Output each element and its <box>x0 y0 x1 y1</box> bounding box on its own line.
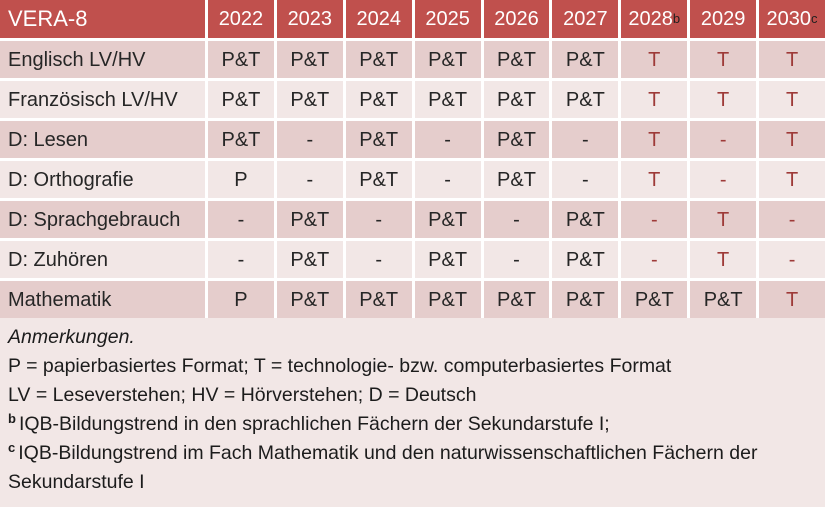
table-cell: P&T <box>552 281 618 318</box>
row-label: Französisch LV/HV <box>0 81 205 118</box>
note-line <box>8 352 816 381</box>
table-cell: P <box>208 281 274 318</box>
table-cell: P&T <box>346 281 412 318</box>
year-label: 2030 <box>766 8 812 30</box>
table-cell: - <box>759 201 825 238</box>
table-cell: - <box>346 201 412 238</box>
table-title: VERA-8 <box>8 6 88 31</box>
row-label: Mathematik <box>0 281 205 318</box>
year-header-2030: 2030 c <box>759 0 825 38</box>
note-line <box>8 323 816 352</box>
year-header-2024 <box>346 0 412 38</box>
year-label: 2023 <box>287 8 333 30</box>
table-cell: P&T <box>552 81 618 118</box>
table-cell: - <box>690 161 756 198</box>
table-cell: - <box>690 121 756 158</box>
row-label: D: Zuhören <box>0 241 205 278</box>
table-cell: P&T <box>552 241 618 278</box>
year-label: 2025 <box>425 8 470 30</box>
table-cell: - <box>346 241 412 278</box>
note-line <box>8 381 816 410</box>
row-label: D: Sprachgebrauch <box>0 201 205 238</box>
year-header-2028: 2028 b <box>621 0 687 38</box>
table-cell: - <box>484 201 550 238</box>
table-cell: P&T <box>346 81 412 118</box>
table-cell: P&T <box>484 81 550 118</box>
table-cell: T <box>621 121 687 158</box>
table-cell: T <box>759 121 825 158</box>
notes-section <box>0 318 825 497</box>
note-text: IQB-Bildungstrend in den sprachlichen Fächern der Sekundarstufe I; <box>18 413 610 435</box>
table-cell: P&T <box>621 281 687 318</box>
table-cell: - <box>208 241 274 278</box>
table-cell: T <box>690 201 756 238</box>
year-header-2023 <box>277 0 343 38</box>
year-header-2025 <box>415 0 481 38</box>
year-label: 2022 <box>218 8 264 30</box>
table-cell: T <box>690 41 756 78</box>
note-line <box>8 439 816 497</box>
table-cell: - <box>621 201 687 238</box>
note-text: LV = Leseverstehen; HV = Hörverstehen; D = Deutsch <box>8 384 477 406</box>
year-label: 2029 <box>700 8 746 30</box>
table-cell: P&T <box>277 281 343 318</box>
table-cell: - <box>759 241 825 278</box>
table-cell: P&T <box>484 121 550 158</box>
table-cell: P&T <box>415 201 481 238</box>
table-cell: P&T <box>346 161 412 198</box>
table-cell: P&T <box>277 201 343 238</box>
table-cell: P&T <box>277 41 343 78</box>
table-cell: T <box>759 81 825 118</box>
year-label: 2024 <box>356 8 401 30</box>
year-header-2029 <box>690 0 756 38</box>
note-text: P = papierbasiertes Format; T = technologie- bzw. computerbasiertes Format <box>8 355 672 377</box>
note-text: Anmerkungen. <box>8 326 135 348</box>
table-cell: P&T <box>415 241 481 278</box>
table-cell: P&T <box>690 281 756 318</box>
table-cell: - <box>208 201 274 238</box>
year-label: 2027 <box>563 8 608 30</box>
table-cell: P <box>208 161 274 198</box>
table-cell: P&T <box>208 81 274 118</box>
table-cell: P&T <box>415 281 481 318</box>
table-cell: - <box>552 121 618 158</box>
table-cell: P&T <box>415 81 481 118</box>
table-cell: P&T <box>415 41 481 78</box>
footnote-marker-b: b <box>8 410 16 426</box>
table-cell: P&T <box>277 241 343 278</box>
table-cell: P&T <box>346 41 412 78</box>
table-cell: - <box>415 161 481 198</box>
table-cell: P&T <box>208 41 274 78</box>
table-cell: P&T <box>484 41 550 78</box>
table-cell: T <box>690 81 756 118</box>
table-cell: T <box>690 241 756 278</box>
table-cell: P&T <box>346 121 412 158</box>
table-cell: T <box>759 41 825 78</box>
note-line <box>8 410 816 439</box>
table-cell: T <box>759 281 825 318</box>
table-cell: - <box>415 121 481 158</box>
row-label: Englisch LV/HV <box>0 41 205 78</box>
year-header-2022 <box>208 0 274 38</box>
footnote-marker-c: c <box>8 439 16 455</box>
table-cell: P&T <box>552 41 618 78</box>
year-header-2027 <box>552 0 618 38</box>
table-cell: P&T <box>277 81 343 118</box>
table-cell: P&T <box>208 121 274 158</box>
table-cell: - <box>277 161 343 198</box>
table-cell: T <box>759 161 825 198</box>
table-cell: - <box>484 241 550 278</box>
row-label: D: Orthografie <box>0 161 205 198</box>
table-cell: - <box>552 161 618 198</box>
table-cell: T <box>621 161 687 198</box>
year-label: 2028 <box>628 8 673 30</box>
row-label: D: Lesen <box>0 121 205 158</box>
table-cell: T <box>621 81 687 118</box>
note-text: IQB-Bildungstrend im Fach Mathematik und den naturwissenschaftlichen Fächern der Sekundarstufe I <box>8 442 758 493</box>
table-cell: P&T <box>484 281 550 318</box>
year-label: 2026 <box>494 8 539 30</box>
table-cell: T <box>621 41 687 78</box>
table-cell: P&T <box>552 201 618 238</box>
table-cell: P&T <box>484 161 550 198</box>
table-cell: - <box>277 121 343 158</box>
year-header-2026 <box>484 0 550 38</box>
table-cell: - <box>621 241 687 278</box>
table-title-cell <box>0 0 205 38</box>
